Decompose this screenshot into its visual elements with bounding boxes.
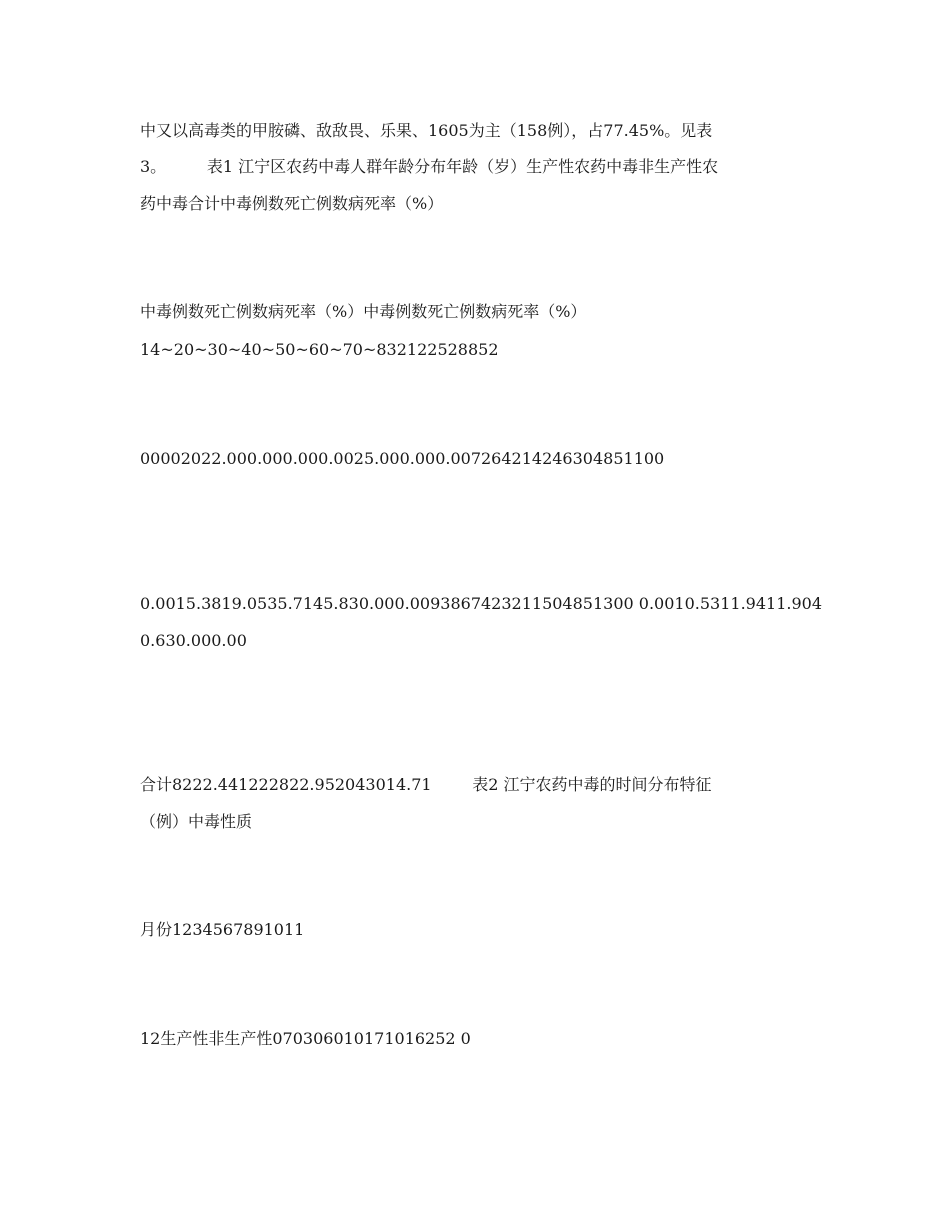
text-line-6: 00002022.000.000.000.0025.000.000.007264214246304851100	[140, 449, 665, 468]
text-line-11: 月份1234567891011	[140, 920, 305, 939]
text-line-8: 0.630.000.00	[140, 631, 247, 650]
text-line-2: 3。 表1 江宁区农药中毒人群年龄分布年龄（岁）生产性农药中毒非生产性农	[140, 157, 719, 176]
text-line-7: 0.0015.3819.0535.7145.830.000.0093867423211504851300 0.0010.5311.9411.904	[140, 594, 822, 613]
text-line-10: （例）中毒性质	[140, 812, 253, 831]
text-line-5: 14~20~30~40~50~60~70~832122528852	[140, 340, 499, 359]
text-line-1: 中又以高毒类的甲胺磷、敌敌畏、乐果、1605为主（158例），占77.45%。见表	[140, 121, 713, 140]
text-line-9: 合计8222.441222822.952043014.71 表2 江宁农药中毒的时间分布特征	[140, 775, 712, 794]
text-line-3: 药中毒合计中毒例数死亡例数病死率（%）	[140, 194, 444, 213]
text-line-4: 中毒例数死亡例数病死率（%）中毒例数死亡例数病死率（%）	[140, 302, 587, 321]
text-line-12: 12生产性非生产性070306010171016252 0	[140, 1029, 471, 1048]
